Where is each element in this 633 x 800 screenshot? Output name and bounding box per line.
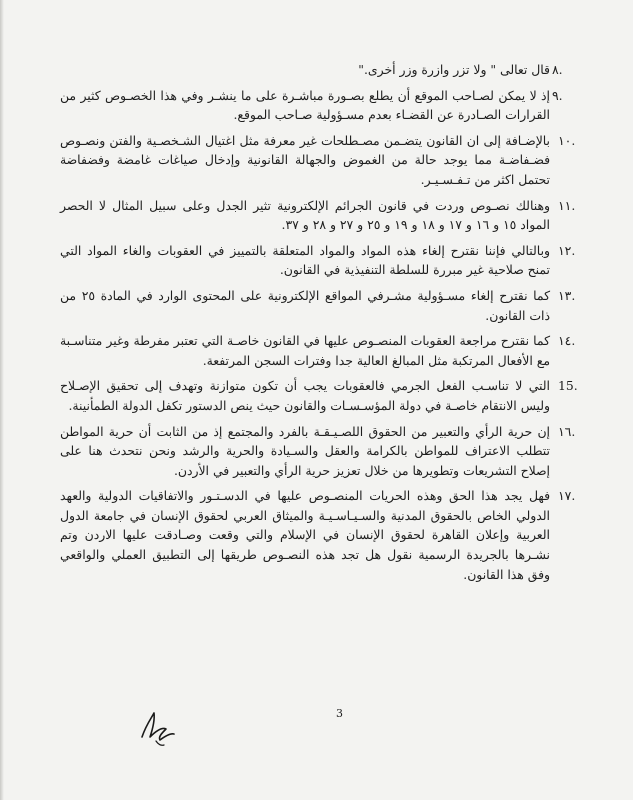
document-body	[60, 60, 578, 590]
paragraph-10	[60, 131, 576, 190]
paragraph-11	[60, 196, 576, 235]
paragraph-14	[60, 331, 576, 370]
item-number: .١٢	[558, 242, 576, 258]
paragraph-12	[60, 241, 576, 280]
paragraph-8	[60, 60, 563, 80]
paragraph-text: إن حرية الرأي والتعبير من الحقوق اللصـيـقـة بالفرد والمجتمع إذ من الثابت أن حرية المواطن تتطلب الاعتراف للمواطن بالكرامة والعقل والسـيادة والحرية والرشد ونحن نتحدث هنا على إصلاح التشريعات وتطويرها من خلال تعزيز حرية الرأي والتعبير في الأردن.	[60, 423, 550, 478]
page-number: 3	[336, 707, 343, 720]
paragraph-text: كما نقترح إلغاء مسـؤولية مشـرفي المواقع الإلكترونية على المحتوى الوارد في المادة ٢٥ من ذات القانون.	[60, 287, 550, 323]
paragraph-text: وبالتالي فإننا نقترح إلغاء هذه المواد والمواد المتعلقة بالتمييز في العقوبات والغاء المواد التي تمنح صلاحية غير مبررة للسلطة التنفيذية في القانون.	[60, 242, 550, 278]
item-number: .١١	[558, 197, 576, 213]
item-number: .15	[558, 378, 578, 394]
paragraph-15	[60, 376, 578, 415]
item-number: .٩	[552, 87, 563, 103]
paragraph-text: التي لا تناسـب الفعل الجرمي فالعقوبات يجب أن تكون متوازنة وتهدف إلى تحقيق الإصـلاح وليس الانتقام خاصـة في دولة المؤسـسـات والقانون حيث ينص الدستور تكفل الدولة الطمأنينة.	[60, 378, 550, 413]
item-number: .١٤	[558, 333, 576, 349]
paragraph-9	[60, 86, 563, 125]
paragraph-text: إذ لا يمكن لصـاحب الموقع أن يطلع بصـورة مباشـرة على ما ينشـر وفي هذا الخصـوص كثير من القرارات الصـادرة عن القضـاء بعدم مسـؤولية صـاحب الموقع.	[60, 87, 550, 123]
item-number: .١٧	[558, 488, 576, 504]
item-number: .٨	[552, 62, 563, 77]
paragraph-13	[60, 286, 576, 325]
paragraph-text: قال تعالى " ولا تزر وازرة وزر أخرى."	[358, 62, 550, 77]
paragraph-text: وهنالك نصـوص وردت في قانون الجرائم الإلكترونية تثير الجدل وعلى سبيل المثال لا الحصر المواد ١٥ و ١٦ و ١٧ و ١٨ و ١٩ و ٢٥ و ٢٧ و ٢٨ و ٣٧.	[60, 197, 550, 233]
paragraph-text: بالإضـافة إلى ان القانون يتضـمن مصـطلحات غير معرفة مثل اغتيال الشـخصـية والفتن ونصـوص فضـفاضـة مما يوجد حالة من الغموض والجهالة القانونية وإدخال صياغات غامضة وفضفاضة تحتمل اكثر من تـفـسـيـر.	[60, 132, 550, 187]
item-number: .١٠	[558, 132, 576, 148]
item-number: .١٦	[558, 423, 576, 439]
paragraph-16	[60, 422, 576, 481]
paragraph-17	[60, 486, 576, 584]
page-edge-shadow	[0, 0, 4, 800]
signature-mark	[136, 707, 180, 749]
item-number: .١٣	[558, 287, 576, 303]
paragraph-text: فهل يجد هذا الحق وهذه الحريات المنصـوص عليها في الدسـتـور والاتفاقيات الدولية والعهد الدولي الخاص بالحقوق المدنية والسـيـاسـيـة والميثاق العربي لحقوق الإنسان في جامعة الدول العربية وإعلان القاهرة لحقوق الإنسان في الإسلام والتي وقعت وصـادقت عليها الاردن وتم نشـرها بالجريدة الرسمية نقول هل تجد هذه النصـوص طريقها إلى التطبيق العملي والواقعي وفق هذا القانون.	[60, 488, 550, 582]
paragraph-text: كما نقترح مراجعة العقوبات المنصـوص عليها في القانون خاصـة التي تعتبر مفرطة وغير متناسـبة مع الأفعال المرتكبة مثل المبالغ العالية جدا وفترات السجن المرتفعة.	[60, 333, 550, 368]
